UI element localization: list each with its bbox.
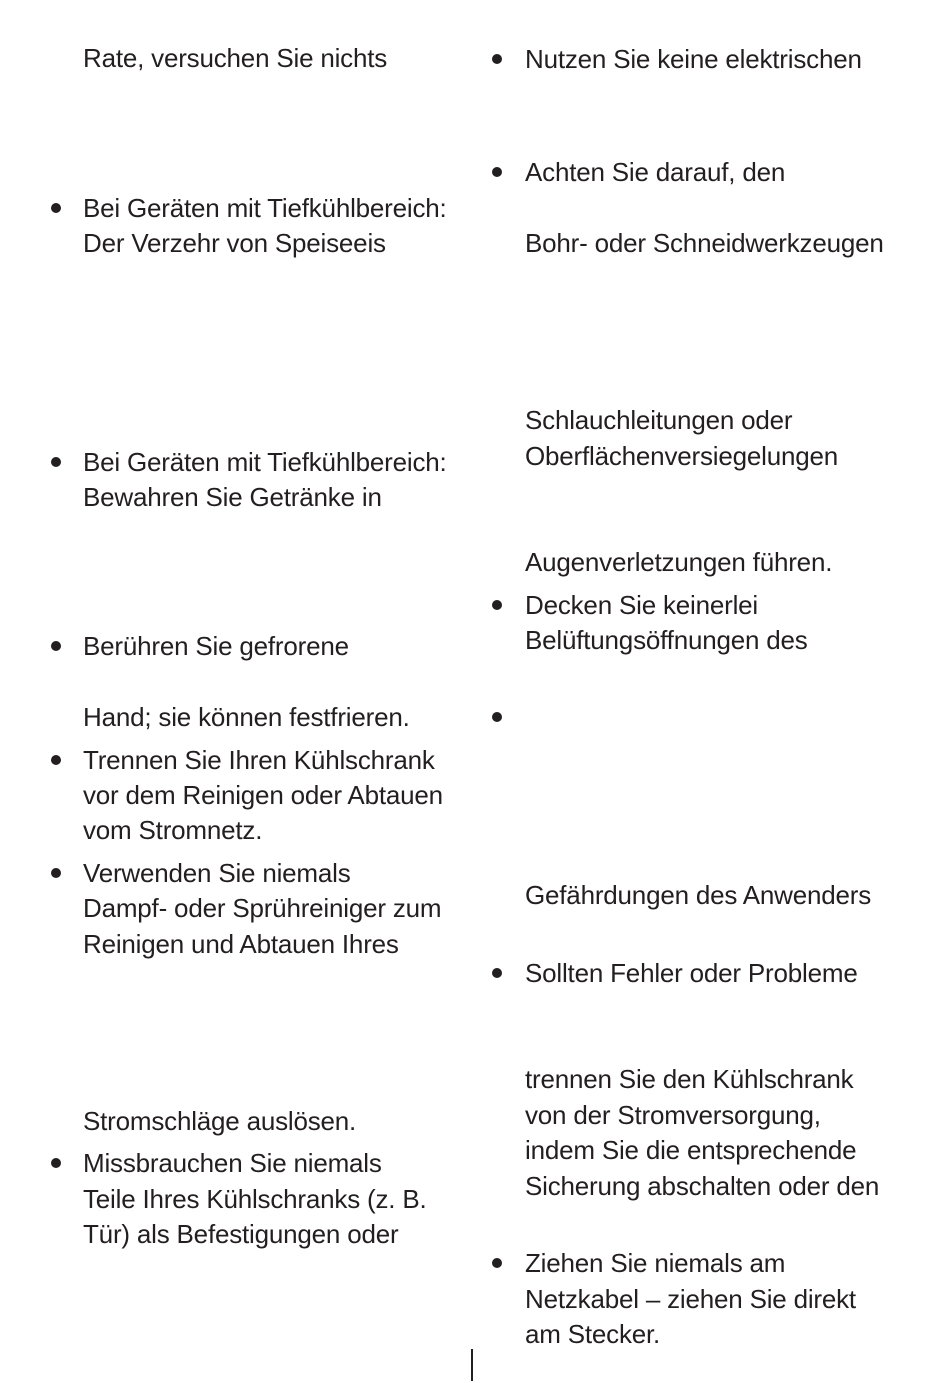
text-line: Augenverletzungen führen. [525, 547, 833, 577]
text-line: Dampf- oder Sprühreiniger zum [83, 893, 442, 923]
text-line: Nutzen Sie keine elektrischen [525, 44, 862, 74]
text-line: Bohr- oder Schneidwerkzeugen [525, 228, 884, 258]
text-line: Missbrauchen Sie niemals [83, 1148, 382, 1178]
text-line: Netzkabel – ziehen Sie direkt [525, 1284, 856, 1314]
bullet-icon [51, 1158, 61, 1168]
text-line: Stromschläge auslösen. [83, 1106, 357, 1136]
bullet-icon [492, 1258, 502, 1268]
text-line: Decken Sie keinerlei [525, 590, 759, 620]
text-line: Sicherung abschalten oder den [525, 1171, 880, 1201]
bullet-icon [492, 600, 502, 610]
text-line: Bei Geräten mit Tiefkühlbereich: [83, 193, 447, 223]
text-line: Teile Ihres Kühlschranks (z. B. [83, 1184, 427, 1214]
bullet-icon [492, 968, 502, 978]
text-line: Oberflächenversiegelungen [525, 441, 838, 471]
text-line: am Stecker. [525, 1319, 661, 1349]
text-line: Reinigen und Abtauen Ihres [83, 929, 399, 959]
text-line: von der Stromversorgung, [525, 1100, 821, 1130]
text-line: trennen Sie den Kühlschrank [525, 1064, 854, 1094]
bullet-icon [492, 712, 502, 722]
bullet-icon [492, 167, 502, 177]
text-line: Berühren Sie gefrorene [83, 631, 349, 661]
bullet-icon [51, 457, 61, 467]
bullet-icon [51, 641, 61, 651]
text-line: Sollten Fehler oder Probleme [525, 958, 858, 988]
page-divider [471, 1349, 473, 1381]
text-line: Achten Sie darauf, den [525, 157, 786, 187]
bullet-icon [492, 54, 502, 64]
text-line: Hand; sie können festfrieren. [83, 702, 410, 732]
bullet-icon [51, 868, 61, 878]
text-line: Rate, versuchen Sie nichts [83, 43, 388, 73]
bullet-icon [51, 755, 61, 765]
text-line: Ziehen Sie niemals am [525, 1248, 786, 1278]
text-line: indem Sie die entsprechende [525, 1135, 857, 1165]
text-line: Tür) als Befestigungen oder [83, 1219, 399, 1249]
text-line: Gefährdungen des Anwenders [525, 880, 872, 910]
text-line: vor dem Reinigen oder Abtauen [83, 780, 443, 810]
text-line: Verwenden Sie niemals [83, 858, 351, 888]
bullet-icon [51, 203, 61, 213]
text-line: Bei Geräten mit Tiefkühlbereich: [83, 447, 447, 477]
text-line: Trennen Sie Ihren Kühlschrank [83, 745, 435, 775]
text-line: vom Stromnetz. [83, 815, 263, 845]
text-line: Der Verzehr von Speiseeis [83, 228, 386, 258]
text-line: Belüftungsöffnungen des [525, 625, 808, 655]
text-line: Bewahren Sie Getränke in [83, 482, 382, 512]
text-line: Schlauchleitungen oder [525, 405, 793, 435]
